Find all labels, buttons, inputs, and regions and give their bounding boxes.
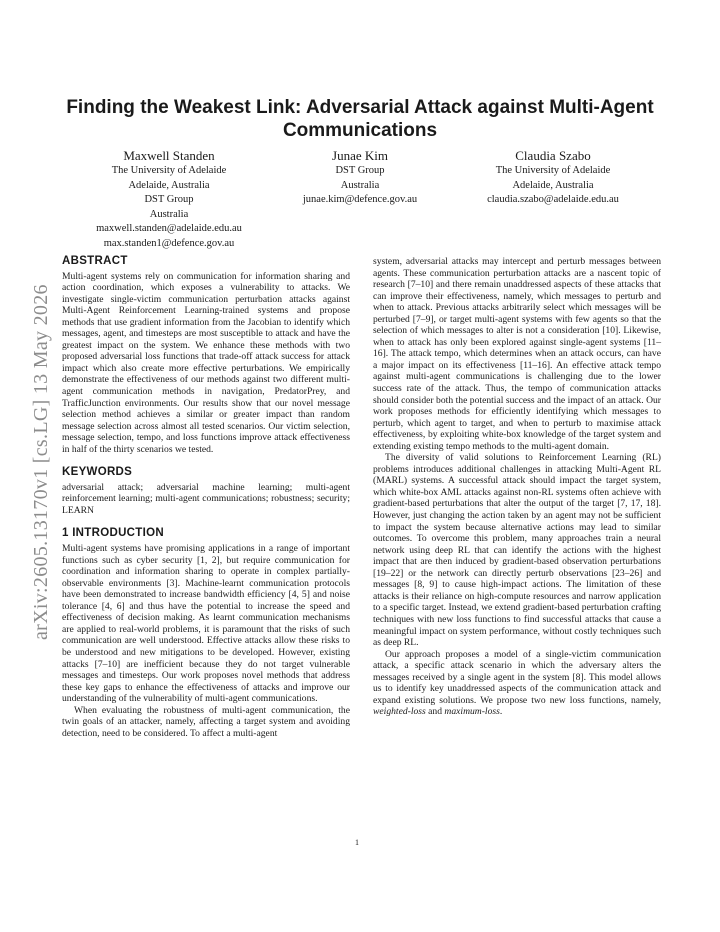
author-email: claudia.szabo@adelaide.edu.au bbox=[487, 194, 619, 205]
left-column bbox=[62, 256, 350, 739]
intro-paragraph: Multi-agent systems have promising applications in a range of important functions such as cyber security [1, 2], but require communication for coordination and information sharing to operate in complex partially-observable environments [3]. Machine-learnt communication protocols have been demonstrated to increase bandwidth efficiency [4, 5] and noise tolerance [4, 6] and thus have the potential to increase the speed and effectiveness of decision making. As learnt communication mechanisms are applied to real-world problems, it is paramount that the risks of such communication are well understood. Effective attacks allow these risks to be understood and new mitigations to be developed. However, existing attacks [7–10] are inefficient because they do not target vulnerable messages and timesteps. Our work proposes novel methods that address these key gaps to enhance the effectiveness of attacks and improve our understanding of the vulnerability of multi-agent communications. bbox=[62, 543, 350, 705]
loss-name-weighted: weighted-loss bbox=[373, 706, 426, 718]
paper-title: Finding the Weakest Link: Adversarial Attack against Multi-Agent Communications bbox=[66, 97, 654, 141]
abstract-text: Multi-agent systems rely on communication for information sharing and action coordination, which exposes a vulnerability to attacks. We investigate single-victim communication perturbation attacks against Multi-Agent Reinforcement Learning-trained systems and propose methods that use gradient information from the Jacobian to identify which messages, agent, and timesteps are most susceptible to attack and have the greatest impact on the system. We enhance these methods with two proposed adversarial loss functions that trade-off attack success for attack impact which also create more effective perturbations. We empirically demonstrate the effectiveness of our methods against two different multi-agent communication methods in navigation, PredatorPrey, and TrafficJunction environments. Our results show that our novel message selection method achieves a similar or greater impact than random message selection across almost all tested scenarios. Our victim selection, message selection, tempo, and loss functions improve attack effectiveness in half of the thirty scenarios we tested. bbox=[62, 270, 350, 455]
author-affiliation: Australia bbox=[149, 208, 189, 220]
intro-paragraph: When evaluating the robustness of multi-agent communication, the twin goals of an attacker, namely, affecting a target system and avoiding detection, need to be considered. To affect a multi-agent bbox=[62, 704, 350, 739]
author-name: Junae Kim bbox=[332, 148, 388, 163]
body-text: and bbox=[425, 706, 445, 718]
author-email: junae.kim@defence.gov.au bbox=[302, 194, 418, 205]
page-number: 1 bbox=[355, 838, 359, 847]
author-email: max.standen1@defence.gov.au bbox=[103, 237, 235, 249]
body-paragraph: The diversity of valid solutions to Reinforcement Learning (RL) problems introduces additional challenges in attacking Multi-Agent RL (MARL) systems. A successful attack should impact the target system, which white-box AML attacks against non-RL systems often achieve with gradient-based perturbations that alter the output of the target [7, 17, 18]. However, just changing the action taken by an agent may not be sufficient to impact the system because alternative actions may lead to similar outcomes. To overcome this problem, many approaches train a neural network using deep RL that can identify the actions with the highest impact that are then induced by gradient-based observation perturbations [19–22] or the network can directly perturb observations [23–26] and messages [8, 9] to cause high-impact actions. The limitation of these attacks is their reliance on high-compute resources and narrow application to a specific target. Instead, we extend gradient-based perturbation crafting techniques with new loss functions to find successful attacks that cause a meaningful impact on system performance, without costly techniques such as deep RL. bbox=[373, 452, 661, 649]
author-affiliation: DST Group bbox=[144, 194, 194, 205]
author-affiliation: Adelaide, Australia bbox=[128, 179, 210, 191]
body-text: . bbox=[499, 706, 503, 718]
body-text: Our approach proposes a model of a single-victim communication attack, a specific attack scenario in which the adversary alters the messages received by a single agent in the system [8]. This model allows us to identify key unaddressed aspects of the communication attack and expand existing solutions. We propose two new loss functions, namely, bbox=[373, 648, 661, 706]
author-block-1 bbox=[66, 148, 272, 251]
keywords-text: adversarial attack; adversarial machine learning; multi-agent reinforcement learning; multi-agent communications; robustness; security; LEARN bbox=[62, 481, 350, 516]
arxiv-identifier[interactable]: arXiv:2605.13170v1 [cs.LG] 13 May 2026 bbox=[30, 284, 52, 640]
author-block-2 bbox=[260, 148, 460, 208]
loss-name-maximum: maximum-loss bbox=[444, 706, 500, 718]
keywords-heading: KEYWORDS bbox=[62, 466, 133, 479]
author-block-3 bbox=[450, 148, 656, 208]
author-affiliation: Adelaide, Australia bbox=[512, 179, 594, 191]
body-paragraph: system, adversarial attacks may intercept and perturb messages between agents. These communication perturbation attacks are a nascent topic of research [7–10] and there remain unaddressed aspects of these attacks that can improve their effectiveness, namely, which messages to perturb and when to attack. Previous attacks arbitrarily select which messages will be perturbed [7–9], or target multi-agent systems with few agents so that the selection of which messages to alter is not a consideration [10]. Likewise, when to attack has only been explored against single-agent systems [11–16]. The attack tempo, which determines when an attack occurs, can have a major impact on its effectiveness [11–16]. An effective attack tempo against multi-agent communications is challenging due to the lower success rate of the attack. Thus, the tempo of communication attacks should consider both the potential success and the impact of an attack. Our work proposes methods for efficiently identifying which messages to perturb, which agent to target, and when to perturb to maximise attack effectiveness, by exploiting white-box knowledge of the target system and extending existing tempo methods to the multi-agent domain. bbox=[373, 256, 661, 452]
author-affiliation: The University of Adelaide bbox=[111, 165, 227, 176]
author-name: Maxwell Standen bbox=[123, 148, 215, 163]
author-affiliation: DST Group bbox=[335, 165, 385, 176]
right-column bbox=[373, 256, 661, 718]
body-paragraph bbox=[373, 649, 661, 718]
abstract-heading: ABSTRACT bbox=[62, 255, 128, 267]
author-affiliation: The University of Adelaide bbox=[495, 165, 611, 176]
author-name: Claudia Szabo bbox=[515, 148, 591, 163]
author-email: maxwell.standen@adelaide.edu.au bbox=[96, 223, 242, 234]
author-affiliation: Australia bbox=[340, 179, 380, 191]
introduction-heading: 1 INTRODUCTION bbox=[62, 527, 164, 540]
